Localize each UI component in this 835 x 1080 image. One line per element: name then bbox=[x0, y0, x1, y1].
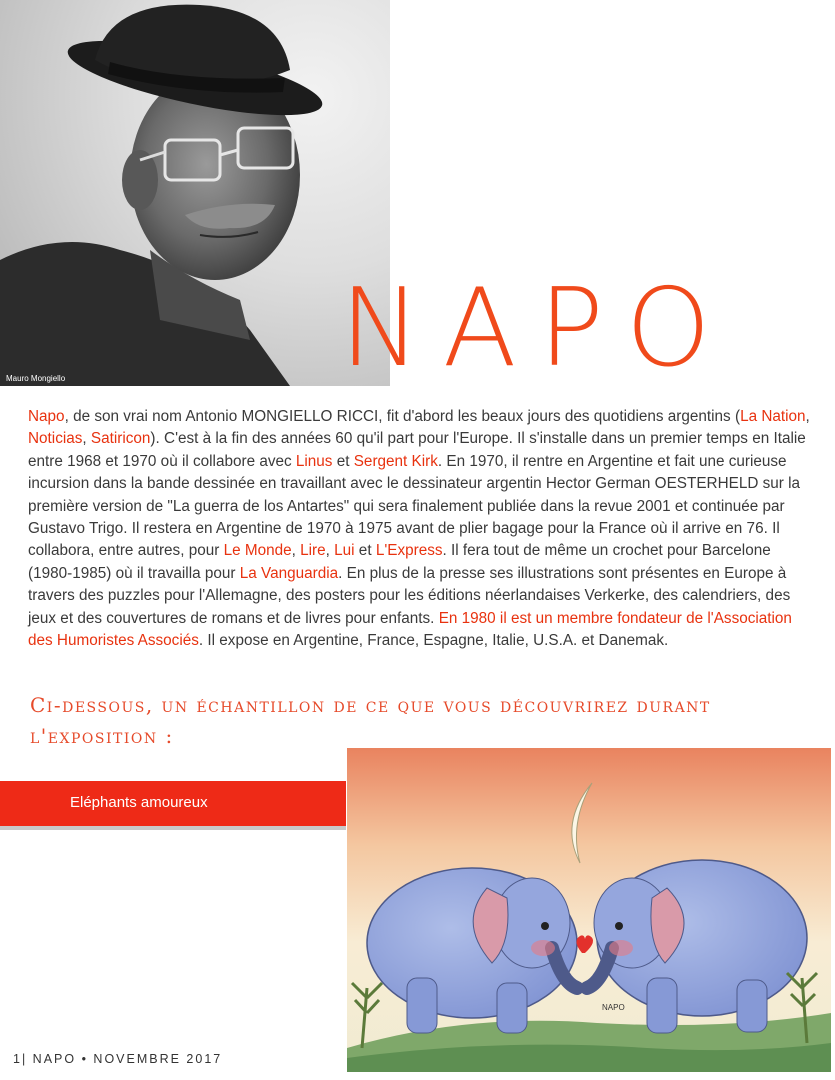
bio-text: , bbox=[82, 430, 91, 448]
page-footer: 1| NAPO • NOVEMBRE 2017 bbox=[13, 1052, 223, 1066]
section-subheading: Ci-dessous, un échantillon de ce que vous découvrirez durant l'exposition : bbox=[30, 693, 711, 748]
bio-text: , de son vrai nom Antonio MONGIELLO RICCI, fit d'abord les beaux jours des quotidiens argentins ( bbox=[64, 408, 741, 425]
bio-text: et bbox=[354, 542, 376, 560]
bio-highlight: Le Monde bbox=[223, 542, 292, 560]
artwork-caption: Eléphants amoureux bbox=[70, 794, 208, 811]
bio-highlight: L'Express bbox=[375, 542, 443, 560]
bio-highlight: En 1980 il est un membre fondateur de l'Association des Humoristes Associés bbox=[28, 609, 792, 650]
bio-highlight: Satiricon bbox=[90, 430, 151, 448]
artwork-elephants bbox=[347, 748, 831, 1072]
artwork-signature: NAPO bbox=[602, 1003, 625, 1012]
bio-text: . En 1970, il rentre en Argentine et fait une curieuse incursion dans la bande dessinée en travaillant avec le dessinateur argentin Hector German OESTERHELD sur la première version de "La guerra de los Antartes" qui sera finalement publiée dans la revue 2001 et continuée par Gustavo Trigo. Il restera en Argentine de 1970 à 1975 avant de plier bagage pour la France où il arrive en 76. Il collabora, entre autres, pour bbox=[28, 452, 801, 560]
photo-credit: Mauro Mongiello bbox=[6, 374, 66, 383]
bio-highlight: Lire bbox=[300, 542, 326, 560]
page-title: NAPO bbox=[340, 266, 733, 391]
bio-highlight: Sergent Kirk bbox=[353, 452, 438, 470]
bio-text: , bbox=[325, 542, 335, 560]
bio-highlight: Linus bbox=[295, 452, 333, 470]
biography-text bbox=[28, 406, 810, 652]
portrait-illustration bbox=[0, 0, 390, 386]
bio-highlight: La Nation bbox=[740, 408, 806, 425]
artwork-caption-bar bbox=[0, 781, 346, 826]
bio-text: . En plus de la presse ses illustrations sont présentes en Europe à travers des puzzles pour l'Allemagne, des posters pour les éditions néerlandaises Verkerke, des calendriers, des jeux et des couvertures de romans et de livres pour enfants. bbox=[28, 564, 791, 627]
bio-text: , bbox=[805, 408, 810, 425]
bio-highlight: Noticias bbox=[28, 430, 83, 448]
bio-text: , bbox=[291, 542, 301, 560]
bio-text: et bbox=[332, 452, 354, 470]
bio-text: ). C'est à la fin des années 60 qu'il part pour l'Europe. Il s'installe dans un premier temps en Italie entre 1968 et 1970 où il collabore avec bbox=[28, 430, 806, 470]
portrait-photo bbox=[0, 0, 390, 386]
bio-text: . Il expose en Argentine, France, Espagne, Italie, U.S.A. et Danemak. bbox=[198, 632, 669, 650]
bio-highlight: Napo bbox=[28, 408, 65, 425]
bio-highlight: Lui bbox=[334, 542, 355, 560]
elephants-illustration bbox=[347, 748, 831, 1072]
bio-text: . Il fera tout de même un crochet pour Barcelone (1980-1985) où il travailla pour bbox=[28, 542, 771, 582]
bio-highlight: La Vanguardia bbox=[239, 564, 339, 582]
